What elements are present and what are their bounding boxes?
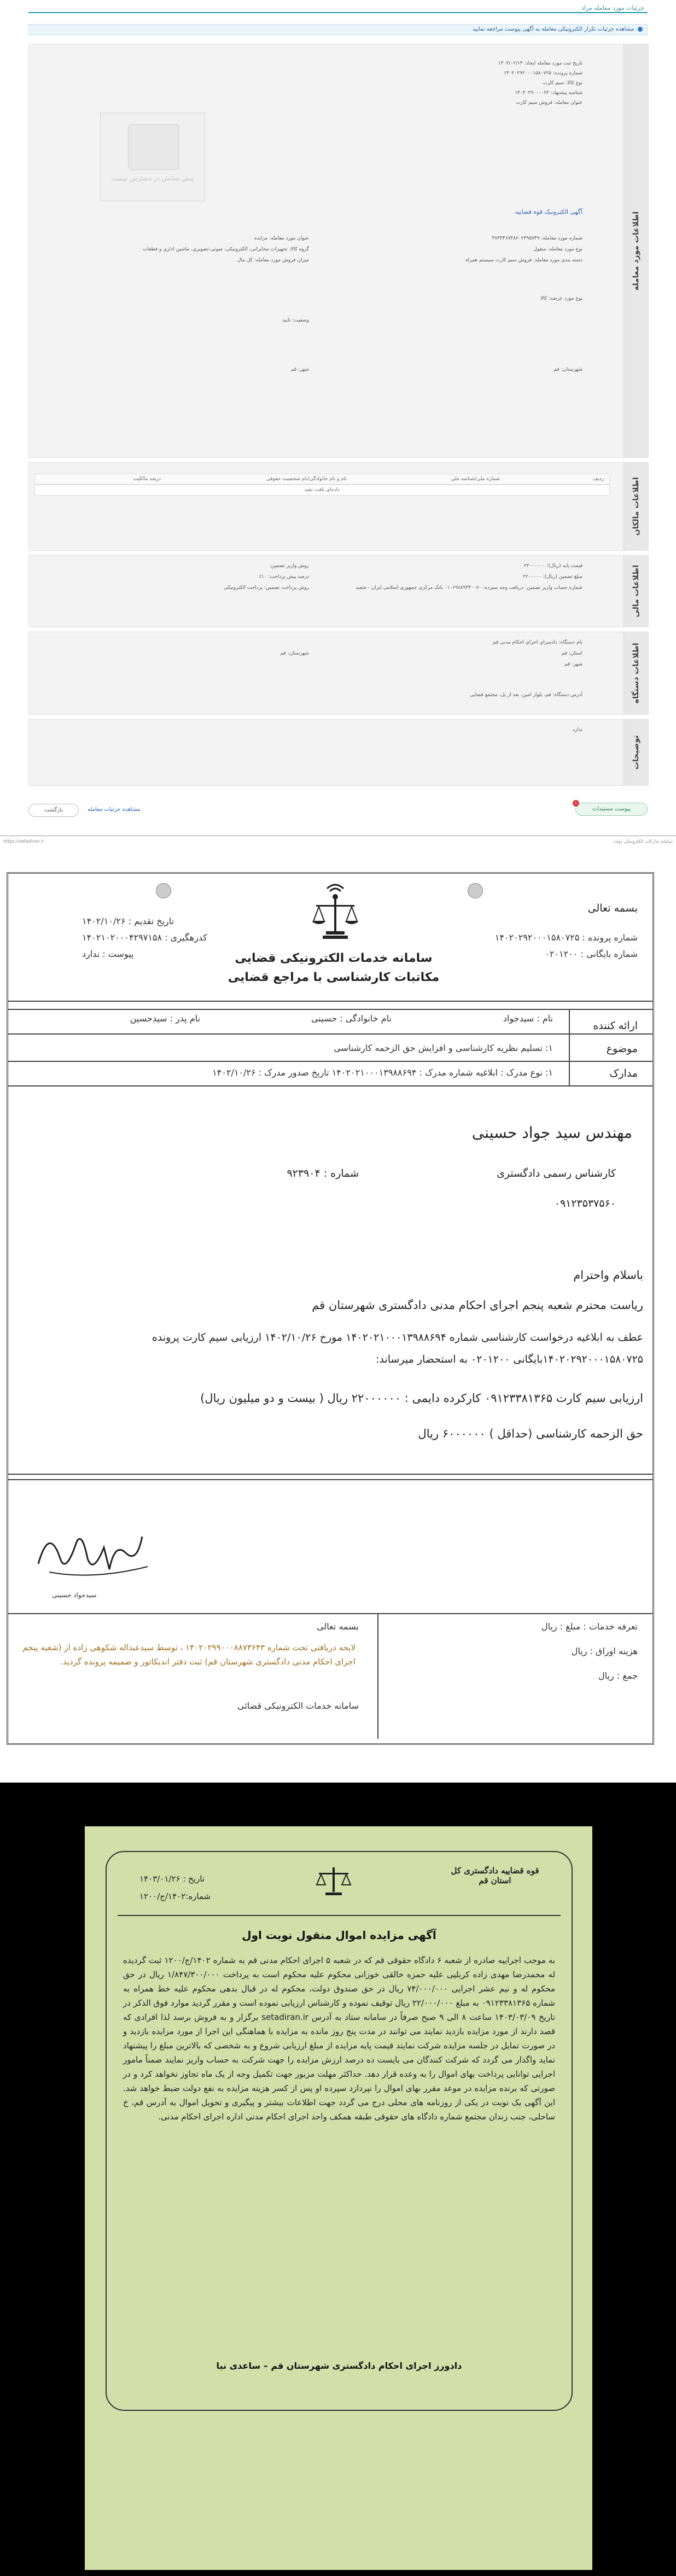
back-button[interactable]: بازگشت (28, 804, 79, 817)
auction-frame (106, 1851, 573, 2411)
item-row: عنوان معامله: فروش سیم کارت (516, 100, 582, 106)
agency-row: آدرس دستگاه: قم، بلوار امین، بعد از پل، مجتمع قضایی (469, 692, 582, 698)
auction-signature: دادورز اجرای احکام دادگستری شهرستان قم – ساعدی نیا (216, 2361, 462, 2371)
table-border (8, 1033, 652, 1035)
expert-phone: ۰۹۱۲۳۵۳۷۵۶۰ (554, 1198, 616, 1210)
footer-url: https://setadiran.ir (3, 839, 44, 844)
financial-band (623, 556, 648, 627)
footer-title: سامانه تدارکات الکترونیکی دولت (613, 839, 673, 844)
owners-band (623, 463, 648, 550)
agency-row: استان: قم (561, 651, 582, 656)
item-row: تاریخ ثبت مورد معامله ایجاد: ۱۴۰۳/۰۲/۱۴ (498, 61, 582, 66)
agency-title: اطلاعات دستگاه (632, 642, 640, 704)
item-row: شناسه پیشنهاد: ۱۴۰۳۰۲۹۰۰۰۰۲۲ (515, 90, 582, 96)
justice-scales-icon (314, 1863, 353, 1901)
receipt-text: لایحه دریافتی تحت شماره ۱۴۰۲۰۲۹۹۰۰۰۸۸۷۳۶۴۳ ، توسط سیدعبداله شکوهی زاده از (شعبه پنجم اجرای احکام مدنی دادگستری شهرستان قم) ثبت دفتر اندیکاتور و ضمیمه پرونده گردید. (22, 1643, 356, 1667)
expert-title: کارشناس رسمی دادگستری (497, 1167, 616, 1179)
owners-col-header: درصد مالکیت (133, 476, 161, 482)
fin-row-left: درصد پیش پرداخت: ۱۰٪ (259, 574, 309, 580)
image-placeholder (100, 113, 205, 201)
tracking-code-label: کدرهگیری : (165, 932, 207, 943)
docs-label: مدارک (609, 1067, 638, 1079)
fin-row-left: روش واریز تضمین: (269, 563, 309, 569)
owners-col-header: نام و نام خانوادگی/نام شخصیت حقوقی (266, 476, 347, 482)
divider (8, 1001, 652, 1002)
agency-row: شهر: قم (564, 662, 582, 667)
table-border (8, 1009, 652, 1010)
item-row: دسته بندی مورد معامله: فروش سیم کارت سیستم همراه (465, 258, 582, 263)
fee-paper: هزینه اوراق : ریال (571, 1646, 638, 1656)
table-divider (569, 1009, 570, 1085)
description-title: توضیحات (632, 735, 640, 770)
financial-panel (28, 555, 649, 627)
financial-title: اطلاعات مالی (632, 565, 640, 617)
justice-scales-icon (311, 883, 360, 946)
description-text: ندارد (572, 727, 582, 733)
judiciary-logo-text: قوه قضاییه دادگستری کل استان قم (451, 1866, 539, 1885)
agency-row-left: شهرستان: قم (280, 651, 309, 656)
divider (8, 1613, 652, 1614)
item-row-left: وضعیت: تایید (282, 318, 309, 323)
presenter-family: نام خانوادگی : حسینی (311, 1013, 392, 1024)
fin-row: قیمت پایه (ریال): ۲۲۰۰۰۰۰۰ (523, 563, 582, 569)
submit-date (82, 916, 174, 926)
auction-notice-image (0, 1783, 676, 2576)
fin-row-left: روش پرداخت تضمین: پرداخت الکترونیکی (224, 585, 309, 591)
archive-number-value: ۰۲۰۱۲۰۰ (545, 949, 578, 959)
fin-row: شماره حساب واریز تضمین: دریافت وجه سپرده: ۰۱۰۶۹۸۸۹۴۴۰۰۷۰ بانک مرکزی جمهوری اسلامی ایران - شعبه (356, 585, 582, 591)
breadcrumb: جزئیات مورد معامله مزاد (581, 4, 644, 11)
submit-date-value: ۱۴۰۲/۱۰/۲۶ (82, 916, 126, 926)
divider (8, 1479, 652, 1480)
setad-detail-panel (0, 0, 676, 850)
addressee: ریاست محترم شعبه پنجم اجرای احکام مدنی دادگستری شهرستان قم (312, 1299, 643, 1312)
agency-row: نام دستگاه: دادسرای اجرای احکام مدنی قم (492, 640, 582, 645)
item-row-left: میزان فروش مورد معامله: کل مال (237, 258, 309, 263)
tracking-code (82, 932, 207, 943)
owners-col-header: شماره ملی/شناسه ملی (451, 476, 500, 482)
item-row: نوع مورد معامله: منقول (533, 247, 582, 252)
owners-panel (28, 462, 649, 551)
expert-number: شماره : ۹۲۳۹۰۴ (287, 1167, 359, 1179)
image-placeholder-text: پیش نمایش در دسترس نیست (111, 174, 194, 182)
fin-row: مبلغ تضمین (ریال): ۲۲۰۰۰۰۰ (523, 574, 582, 580)
punch-hole-left (156, 883, 171, 898)
auction-date: تاریخ : ۱۴۰۳/۰۱/۲۶ (139, 1874, 205, 1884)
owners-table-header (34, 474, 610, 484)
attachment-status: پیوست : ندارد (82, 949, 134, 959)
top-accent-line (28, 12, 648, 13)
auction-body: به موجب اجراییه صادره از شعبه ۶ دادگاه حقوقی قم که در شعبه ۵ اجرای احکام مدنی قم به شماره ۱۴۰۲/ج/۱۲۰۰ ثبت گردیده له محمدرضا مهدی زاده کربلیی علیه حمزه خالقی خوزانی محکوم علیه محکوم است به پرداخت ۱/۸۴۷/۳۰۰/۰۰۰ ریال در حق محکوم له و نیم عشر اجرایی ۷۴/۰۰۰/۰۰۰ ریال در حق صندوق دولت، محکوم له در قبال بدهی محکوم علیه خط همراه به شماره ۰۹۱۲۳۳۸۱۳۶۵ به مبلغ ۲۲/۰۰۰/۰۰۰ ریال توقیف نموده و کارشناس ارزیابی نموده است و مقرر گردید موارد فوق الذکر در تاریخ ۱۴۰۳/۰۳/۰۹ ساعت ۸ الی ۹ صبح صرفاً در سامانه ستاد به آدرس setadiran.ir برگزار و به فروش برسد لذا افرادی که قصد دارند از مورد مزایده بازدید نمایند می توانند در مدت پنج روز مانده به مزایده با هماهنگی این اجرا از مورد مزایده بازدید و در صورت تمایل در جلسه مزایده شرکت نمایند قیمت پایه مزایده از مبلغ ارزیابی شروع و به شخصی که بالاترین مبلغ را پیشنهاد نماید واگذار می گردد که شرکت کنندگان می بایست ده درصد ارزش مزایده را جهت شرکت به حساب واریز نمایند ضمناً مامور اجرایی توانایی پرداخت بهای اموال را به وعده قرار دهد. حداکثر مهلت مزبور جهت تکمیل وجه از یک ماه تجاوز نخواهد کرد و در صورتی که برنده مزایده در موعد مقرر بهای اموال را نپردازد سپرده او پس از کسر هزینه مزایده به نفع دولت ضبط خواهد شد. این آگهی یک نوبت در یکی از روزنامه های محلی درج می گردد جهت اطلاعات بیشتر و پیگیری و تحویل اموال به آدرس قم، خ ساحلی، جنب زندان مجتمع شماره دادگاه های حقوقی طبقه همکف واحد اجرای احکام مدنی اداره اجرای احکام مدنی. (123, 1955, 556, 2122)
subject-value: ۱: تسلیم نظریه کارشناسی و افزایش حق الزحمه کارشناسی (334, 1043, 553, 1053)
divider (8, 1474, 652, 1475)
presenter-label: ارائه کننده (593, 1020, 638, 1032)
org-subtitle: مکاتبات کارشناسی با مراجع قضایی (228, 971, 440, 984)
item-row: نوع مورد عرضه: کالا (540, 296, 582, 301)
greeting: باسلام واحترام (573, 1269, 643, 1282)
table-border (8, 1085, 652, 1087)
presenter-name: نام : سیدجواد (503, 1013, 553, 1024)
engineer-name: مهندس سید جواد حسینی (471, 1124, 632, 1142)
submit-date-label: تاریخ تقدیم : (128, 916, 174, 926)
handwritten-signature (27, 1520, 170, 1591)
case-number-label: شماره پرونده : (582, 932, 638, 943)
info-notice-text: مشاهده جزئیات تکرار الکترونیکی معامله به آگهی پیوست مراجعه نمایید (472, 26, 634, 32)
item-row: شماره مورد معامله: ۴۷۳۳۴۶۷۴۸۶۰۲۳۹۵۷۴۹ (492, 236, 582, 241)
case-number (495, 932, 638, 943)
case-number-value: ۱۴۰۲۰۲۹۲۰۰۰۱۵۸۰۷۲۵ (494, 932, 580, 943)
body-line-3: ارزیابی سیم کارت ۰۹۱۲۳۳۸۱۳۶۵ کارکرده دایمی : ۲۲۰۰۰۰۰۰ ریال ( بیست و دو میلیون ریال) (200, 1392, 643, 1405)
auction-title: آگهی مزایده اموال منقول نوبت اول (242, 1929, 436, 1942)
item-row: شهرستان: قم (553, 367, 582, 372)
item-info-panel (28, 44, 649, 458)
presenter-father: نام پدر : سیدحسین (130, 1013, 200, 1024)
ad-link[interactable]: آگهی الکترونیک قوه قضاییه (515, 208, 582, 215)
archive-number (545, 949, 638, 959)
receipt-bismillah: بسمه تعالی (317, 1621, 359, 1632)
image-icon (128, 124, 179, 170)
owners-col-header: ردیف (592, 476, 604, 482)
attachments-button[interactable] (575, 803, 648, 816)
item-row-left: شهر: قم (291, 367, 309, 372)
description-panel (28, 719, 649, 786)
expert-report-document (0, 850, 676, 1783)
doc-bismillah: بسمه تعالی (587, 902, 638, 914)
owners-title: اطلاعات مالکان (632, 477, 640, 536)
signer-name: سیدجواد حسینی (52, 1591, 97, 1599)
docs-value: ۱: نوع مدرک : ابلاغیه شماره مدرک : ۱۴۰۲۰۲۱۰۰۰۱۳۹۸۸۶۹۴ تاریخ صدور مدرک : ۱۴۰۲/۱۰/۲۶ (212, 1067, 553, 1078)
auction-divider (118, 1915, 561, 1916)
body-line-1: عطف به ابلاغیه درخواست کارشناسی شماره ۱۴۰۲۰۲۱۰۰۰۱۳۹۸۸۶۹۴ مورخ ۱۴۰۲/۱۰/۲۶ ارزیابی سیم کارت پرونده (151, 1331, 643, 1344)
item-row: شماره پرونده: ۱۴۰۲۰۲۹۲۰۰۰۱۵۸۰۷۲۵ (503, 71, 582, 76)
auction-number: شماره:۱۴۰۲/ج/۱۲۰۰ (139, 1891, 211, 1901)
item-info-band (623, 44, 648, 457)
item-row-left: عنوان مورد معامله: مزایده (254, 236, 309, 241)
receipt-divider (377, 1613, 378, 1739)
info-icon (638, 27, 643, 32)
item-info-title: اطلاعات مورد معامله (632, 211, 640, 290)
fee-total: جمع : ریال (598, 1670, 638, 1681)
attachments-button-label: پیوست مستندات (592, 806, 631, 812)
description-band (623, 720, 648, 785)
agency-panel (28, 632, 649, 715)
attachments-badge: ۱ (573, 800, 579, 807)
archive-number-label: شماره بایگانی : (580, 949, 638, 959)
fee-services: تعرفه خدمات : مبلغ : ریال (541, 1621, 638, 1632)
auction-paper (85, 1826, 592, 2570)
view-detail-button[interactable]: مشاهده جزئیات معامله (88, 807, 141, 813)
receipt-footer: سامانه خدمات الکترونیکی قضائی (237, 1701, 359, 1711)
body-line-2: ۱۴۰۲۰۲۹۲۰۰۰۱۵۸۰۷۲۵بایگانی ۰۲۰۱۲۰۰ به استحضار میرساند: (376, 1353, 643, 1365)
punch-hole-right (468, 883, 483, 898)
body-line-4: حق الزحمه کارشناسی (حداقل ) ۶۰۰۰۰۰۰ ریال (418, 1427, 643, 1440)
item-row: نوع کالا: سیم کارت (543, 80, 582, 86)
info-notice (28, 24, 648, 35)
agency-band (623, 632, 648, 714)
org-title: سامانه خدمات الکترونیکی قضایی (235, 951, 433, 965)
item-row-left: گروه کالا: تجهیزات مخابراتی، الکترونیکی، صوتی-تصویری، ماشین اداری و قطعات (142, 247, 309, 252)
owners-empty-row: داده‌ای یافت نشد (34, 484, 610, 495)
table-border (8, 1061, 652, 1062)
tracking-code-value: ۱۴۰۲۱۰۲۰۰۰۴۲۹۷۱۵۸ (82, 932, 162, 943)
subject-label: موضوع (606, 1043, 638, 1055)
